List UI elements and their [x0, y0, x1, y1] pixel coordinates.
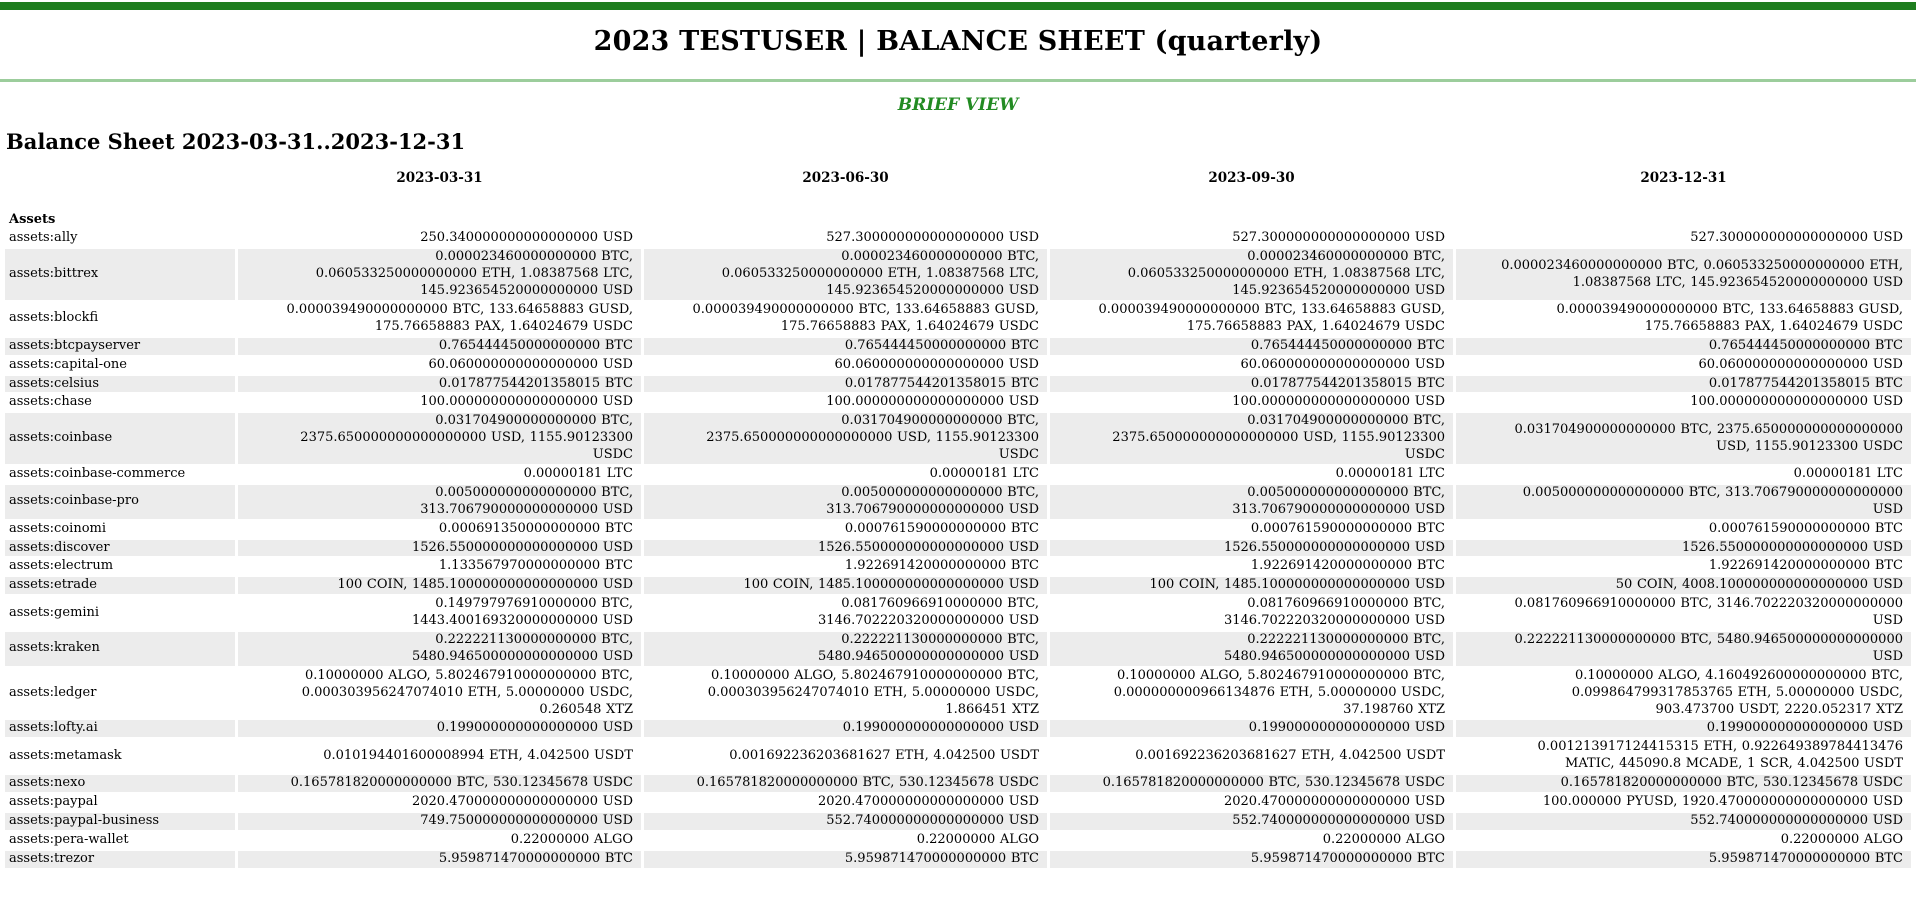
- value-cell: 0.765444450000000000 BTC: [1050, 338, 1453, 355]
- value-cell: 0.031704900000000000 BTC, 2375.650000000000000000 USD, 1155.90123300 USDC: [1456, 413, 1911, 464]
- value-cell: 0.000039490000000000 BTC, 133.64658883 GUSD, 175.76658883 PAX, 1.64024679 USDC: [1556, 302, 1903, 334]
- table-row: [5, 794, 1911, 811]
- account-cell: assets:coinomi: [9, 520, 107, 536]
- account-cell: assets:ledger: [9, 684, 97, 700]
- value-cell: 60.060000000000000000 USD: [428, 356, 633, 372]
- value-cell: 0.005000000000000000 BTC, 313.706790000000000000 USD: [238, 485, 641, 519]
- value-cell: 1.922691420000000000 BTC: [1708, 558, 1903, 574]
- account-cell: assets:lofty.ai: [5, 720, 235, 737]
- value-cell: 0.001692236203681627 ETH, 4.042500 USDT: [1135, 747, 1445, 763]
- value-cell: 0.10000000 ALGO, 5.802467910000000000 BTC, 0.000303956247074010 ETH, 5.00000000 USDC, 0.260548 XTZ: [301, 667, 633, 717]
- value-cell: 100 COIN, 1485.100000000000000000 USD: [1050, 577, 1453, 594]
- value-cell: 100.000000000000000000 USD: [420, 394, 633, 410]
- value-cell: 0.765444450000000000 BTC: [644, 338, 1047, 355]
- table-row: [5, 521, 1911, 538]
- value-cell: 0.00000181 LTC: [1793, 466, 1903, 482]
- table-row: [5, 739, 1911, 773]
- value-cell: 0.165781820000000000 BTC, 530.12345678 USDC: [238, 775, 641, 792]
- value-cell: 527.300000000000000000 USD: [826, 230, 1039, 246]
- value-cell: 60.060000000000000000 USD: [1698, 356, 1903, 372]
- value-cell: 0.765444450000000000 BTC: [1456, 338, 1911, 355]
- table-row: [5, 775, 1911, 792]
- value-cell: 0.222221130000000000 BTC, 5480.946500000000000000 USD: [644, 632, 1047, 666]
- account-cell: assets:coinbase-pro: [5, 485, 235, 519]
- table-row: [5, 540, 1911, 557]
- account-cell: assets:etrade: [5, 577, 235, 594]
- value-cell: 100 COIN, 1485.100000000000000000 USD: [644, 577, 1047, 594]
- value-cell: 5.959871470000000000 BTC: [644, 851, 1047, 868]
- value-cell: 0.765444450000000000 BTC: [238, 338, 641, 355]
- value-cell: 1526.550000000000000000 USD: [1050, 540, 1453, 557]
- value-cell: 0.000691350000000000 BTC: [438, 520, 633, 536]
- value-cell: 0.017877544201358015 BTC: [1456, 376, 1911, 393]
- value-cell: 0.001213917124415315 ETH, 0.922649389784413476 MATIC, 445090.8 MCADE, 1 SCR, 4.042500 USDT: [1537, 739, 1903, 772]
- table-row: [5, 466, 1911, 483]
- account-cell: assets:ally: [9, 230, 78, 246]
- value-cell: 5.959871470000000000 BTC: [238, 851, 641, 868]
- value-cell: 0.010194401600008994 ETH, 4.042500 USDT: [323, 747, 633, 763]
- account-cell: assets:paypal-business: [5, 813, 235, 830]
- spacer-row: [5, 190, 1911, 210]
- value-cell: 1.922691420000000000 BTC: [844, 558, 1039, 574]
- value-cell: 552.740000000000000000 USD: [1456, 813, 1911, 830]
- value-cell: 0.22000000 ALGO: [1322, 831, 1445, 847]
- value-cell: 0.000039490000000000 BTC, 133.64658883 GUSD, 175.76658883 PAX, 1.64024679 USDC: [286, 302, 633, 334]
- value-cell: 0.000023460000000000 BTC, 0.060533250000000000 ETH, 1.08387568 LTC, 145.923654520000000000 USD: [1456, 249, 1911, 300]
- table-row: [5, 720, 1911, 737]
- value-cell: 0.222221130000000000 BTC, 5480.946500000000000000 USD: [1050, 632, 1453, 666]
- value-cell: 60.060000000000000000 USD: [834, 356, 1039, 372]
- account-cell: assets:btcpayserver: [5, 338, 235, 355]
- report-heading: Balance Sheet 2023-03-31..2023-12-31: [6, 129, 466, 154]
- value-cell: 0.031704900000000000 BTC, 2375.650000000000000000 USD, 1155.90123300 USDC: [644, 413, 1047, 464]
- account-cell: assets:discover: [5, 540, 235, 557]
- value-cell: 552.740000000000000000 USD: [644, 813, 1047, 830]
- value-cell: 0.199000000000000000 USD: [1456, 720, 1911, 737]
- value-cell: 0.165781820000000000 BTC, 530.12345678 USDC: [1050, 775, 1453, 792]
- value-cell: 0.00000181 LTC: [929, 466, 1039, 482]
- table-row: [5, 230, 1911, 247]
- value-cell: 100.000000 PYUSD, 1920.470000000000000000 USD: [1542, 794, 1903, 810]
- value-cell: 0.005000000000000000 BTC, 313.706790000000000000 USD: [644, 485, 1047, 519]
- value-cell: 2020.470000000000000000 USD: [817, 794, 1039, 810]
- value-cell: 1526.550000000000000000 USD: [644, 540, 1047, 557]
- account-cell: assets:kraken: [5, 632, 235, 666]
- value-cell: 250.340000000000000000 USD: [420, 230, 633, 246]
- value-cell: 100.000000000000000000 USD: [826, 394, 1039, 410]
- table-body: [5, 230, 1911, 867]
- value-cell: 0.22000000 ALGO: [510, 831, 633, 847]
- view-mode-label: BRIEF VIEW: [897, 95, 1019, 115]
- table-row: [5, 596, 1911, 630]
- value-cell: 0.000023460000000000 BTC, 0.060533250000000000 ETH, 1.08387568 LTC, 145.923654520000000000 USD: [238, 249, 641, 300]
- value-cell: 0.000023460000000000 BTC, 0.060533250000000000 ETH, 1.08387568 LTC, 145.923654520000000000 USD: [1050, 249, 1453, 300]
- value-cell: 0.10000000 ALGO, 4.160492600000000000 BTC, 0.099864799317853765 ETH, 5.00000000 USDC, 903.473700 USDT, 2220.052317 XTZ: [1571, 667, 1903, 717]
- value-cell: 0.000039490000000000 BTC, 133.64658883 GUSD, 175.76658883 PAX, 1.64024679 USDC: [1098, 302, 1445, 334]
- value-cell: 0.005000000000000000 BTC, 313.706790000000000000 USD: [1050, 485, 1453, 519]
- value-cell: 749.750000000000000000 USD: [238, 813, 641, 830]
- value-cell: 0.165781820000000000 BTC, 530.12345678 USDC: [1456, 775, 1911, 792]
- value-cell: 527.300000000000000000 USD: [1232, 230, 1445, 246]
- value-cell: 0.000761590000000000 BTC: [1250, 520, 1445, 536]
- page-title: 2023 TESTUSER | BALANCE SHEET (quarterly): [593, 26, 1323, 57]
- light-green-divider: [0, 79, 1916, 82]
- value-cell: 0.031704900000000000 BTC, 2375.650000000000000000 USD, 1155.90123300 USDC: [1050, 413, 1453, 464]
- table-row: [5, 485, 1911, 519]
- value-cell: 0.081760966910000000 BTC, 3146.702220320000000000 USD: [1514, 596, 1903, 629]
- value-cell: 0.000761590000000000 BTC: [844, 520, 1039, 536]
- table-row: [5, 394, 1911, 411]
- value-cell: 0.149797976910000000 BTC, 1443.400169320000000000 USD: [411, 596, 633, 629]
- value-cell: 0.017877544201358015 BTC: [644, 376, 1047, 393]
- value-cell: 0.00000181 LTC: [1335, 466, 1445, 482]
- value-cell: 0.22000000 ALGO: [1780, 831, 1903, 847]
- table-row: [5, 832, 1911, 849]
- account-cell: assets:electrum: [9, 558, 114, 574]
- top-green-bar: [0, 2, 1916, 10]
- account-cell: assets:gemini: [9, 604, 100, 620]
- value-cell: 0.10000000 ALGO, 5.802467910000000000 BTC, 0.000303956247074010 ETH, 5.00000000 USDC, 1.866451 XTZ: [707, 667, 1039, 717]
- value-cell: 0.001692236203681627 ETH, 4.042500 USDT: [729, 747, 1039, 763]
- value-cell: 100.000000000000000000 USD: [1232, 394, 1445, 410]
- value-cell: 0.22000000 ALGO: [916, 831, 1039, 847]
- account-column-header: [5, 170, 235, 188]
- table-header-row: [5, 170, 1911, 188]
- account-cell: assets:chase: [9, 394, 92, 410]
- account-cell: assets:nexo: [5, 775, 235, 792]
- value-cell: 0.017877544201358015 BTC: [238, 376, 641, 393]
- value-cell: 527.300000000000000000 USD: [1690, 230, 1903, 246]
- account-cell: assets:paypal: [9, 794, 98, 810]
- table-row: [5, 813, 1911, 830]
- account-cell: assets:bittrex: [5, 249, 235, 300]
- value-cell: 50 COIN, 4008.100000000000000000 USD: [1456, 577, 1911, 594]
- account-cell: assets:coinbase-commerce: [9, 466, 186, 482]
- table-row: [5, 302, 1911, 336]
- value-cell: 0.000023460000000000 BTC, 0.060533250000000000 ETH, 1.08387568 LTC, 145.923654520000000000 USD: [644, 249, 1047, 300]
- value-cell: 0.199000000000000000 USD: [644, 720, 1047, 737]
- section-label: Assets: [9, 211, 56, 227]
- value-cell: 552.740000000000000000 USD: [1050, 813, 1453, 830]
- value-cell: 2020.470000000000000000 USD: [1223, 794, 1445, 810]
- value-cell: 0.199000000000000000 USD: [238, 720, 641, 737]
- value-cell: 0.000761590000000000 BTC: [1708, 520, 1903, 536]
- value-cell: 1526.550000000000000000 USD: [238, 540, 641, 557]
- account-cell: assets:trezor: [5, 851, 235, 868]
- section-row: [5, 212, 1911, 229]
- value-cell: 0.222221130000000000 BTC, 5480.946500000000000000 USD: [238, 632, 641, 666]
- value-cell: 1526.550000000000000000 USD: [1456, 540, 1911, 557]
- table-row: [5, 413, 1911, 464]
- account-cell: assets:celsius: [5, 376, 235, 393]
- value-cell: 0.165781820000000000 BTC, 530.12345678 USDC: [644, 775, 1047, 792]
- table-row: [5, 668, 1911, 719]
- column-header-date-2: 2023-06-30: [802, 170, 889, 186]
- table-row: [5, 357, 1911, 374]
- value-cell: 1.133567970000000000 BTC: [438, 558, 633, 574]
- account-cell: assets:coinbase: [5, 413, 235, 464]
- table-row: [5, 851, 1911, 868]
- table-row: [5, 577, 1911, 594]
- value-cell: 100.000000000000000000 USD: [1690, 394, 1903, 410]
- table-row: [5, 376, 1911, 393]
- value-cell: 0.000039490000000000 BTC, 133.64658883 GUSD, 175.76658883 PAX, 1.64024679 USDC: [692, 302, 1039, 334]
- table-row: [5, 249, 1911, 300]
- value-cell: 2020.470000000000000000 USD: [411, 794, 633, 810]
- value-cell: 100 COIN, 1485.100000000000000000 USD: [238, 577, 641, 594]
- value-cell: 0.005000000000000000 BTC, 313.706790000000000000 USD: [1456, 485, 1911, 519]
- table-row: [5, 338, 1911, 355]
- value-cell: 0.222221130000000000 BTC, 5480.946500000000000000 USD: [1456, 632, 1911, 666]
- value-cell: 0.017877544201358015 BTC: [1050, 376, 1453, 393]
- balance-sheet-table: [2, 168, 1914, 870]
- value-cell: 0.10000000 ALGO, 5.802467910000000000 BTC, 0.000000000966134876 ETH, 5.00000000 USDC, 37.198760 XTZ: [1113, 667, 1445, 717]
- value-cell: 0.081760966910000000 BTC, 3146.702220320000000000 USD: [817, 596, 1039, 629]
- value-cell: 0.00000181 LTC: [523, 466, 633, 482]
- account-cell: assets:metamask: [9, 747, 122, 763]
- account-cell: assets:blockfi: [9, 310, 99, 326]
- value-cell: 5.959871470000000000 BTC: [1456, 851, 1911, 868]
- value-cell: 0.199000000000000000 USD: [1050, 720, 1453, 737]
- value-cell: 60.060000000000000000 USD: [1240, 356, 1445, 372]
- account-cell: assets:pera-wallet: [9, 831, 129, 847]
- value-cell: 1.922691420000000000 BTC: [1250, 558, 1445, 574]
- value-cell: 0.031704900000000000 BTC, 2375.650000000000000000 USD, 1155.90123300 USDC: [238, 413, 641, 464]
- value-cell: 0.081760966910000000 BTC, 3146.702220320000000000 USD: [1223, 596, 1445, 629]
- table-row: [5, 632, 1911, 666]
- column-header-date-3: 2023-09-30: [1208, 170, 1295, 186]
- column-header-date-1: 2023-03-31: [396, 170, 483, 186]
- column-header-date-4: 2023-12-31: [1640, 170, 1727, 186]
- value-cell: 5.959871470000000000 BTC: [1050, 851, 1453, 868]
- account-cell: assets:capital-one: [9, 356, 127, 372]
- table-row: [5, 558, 1911, 575]
